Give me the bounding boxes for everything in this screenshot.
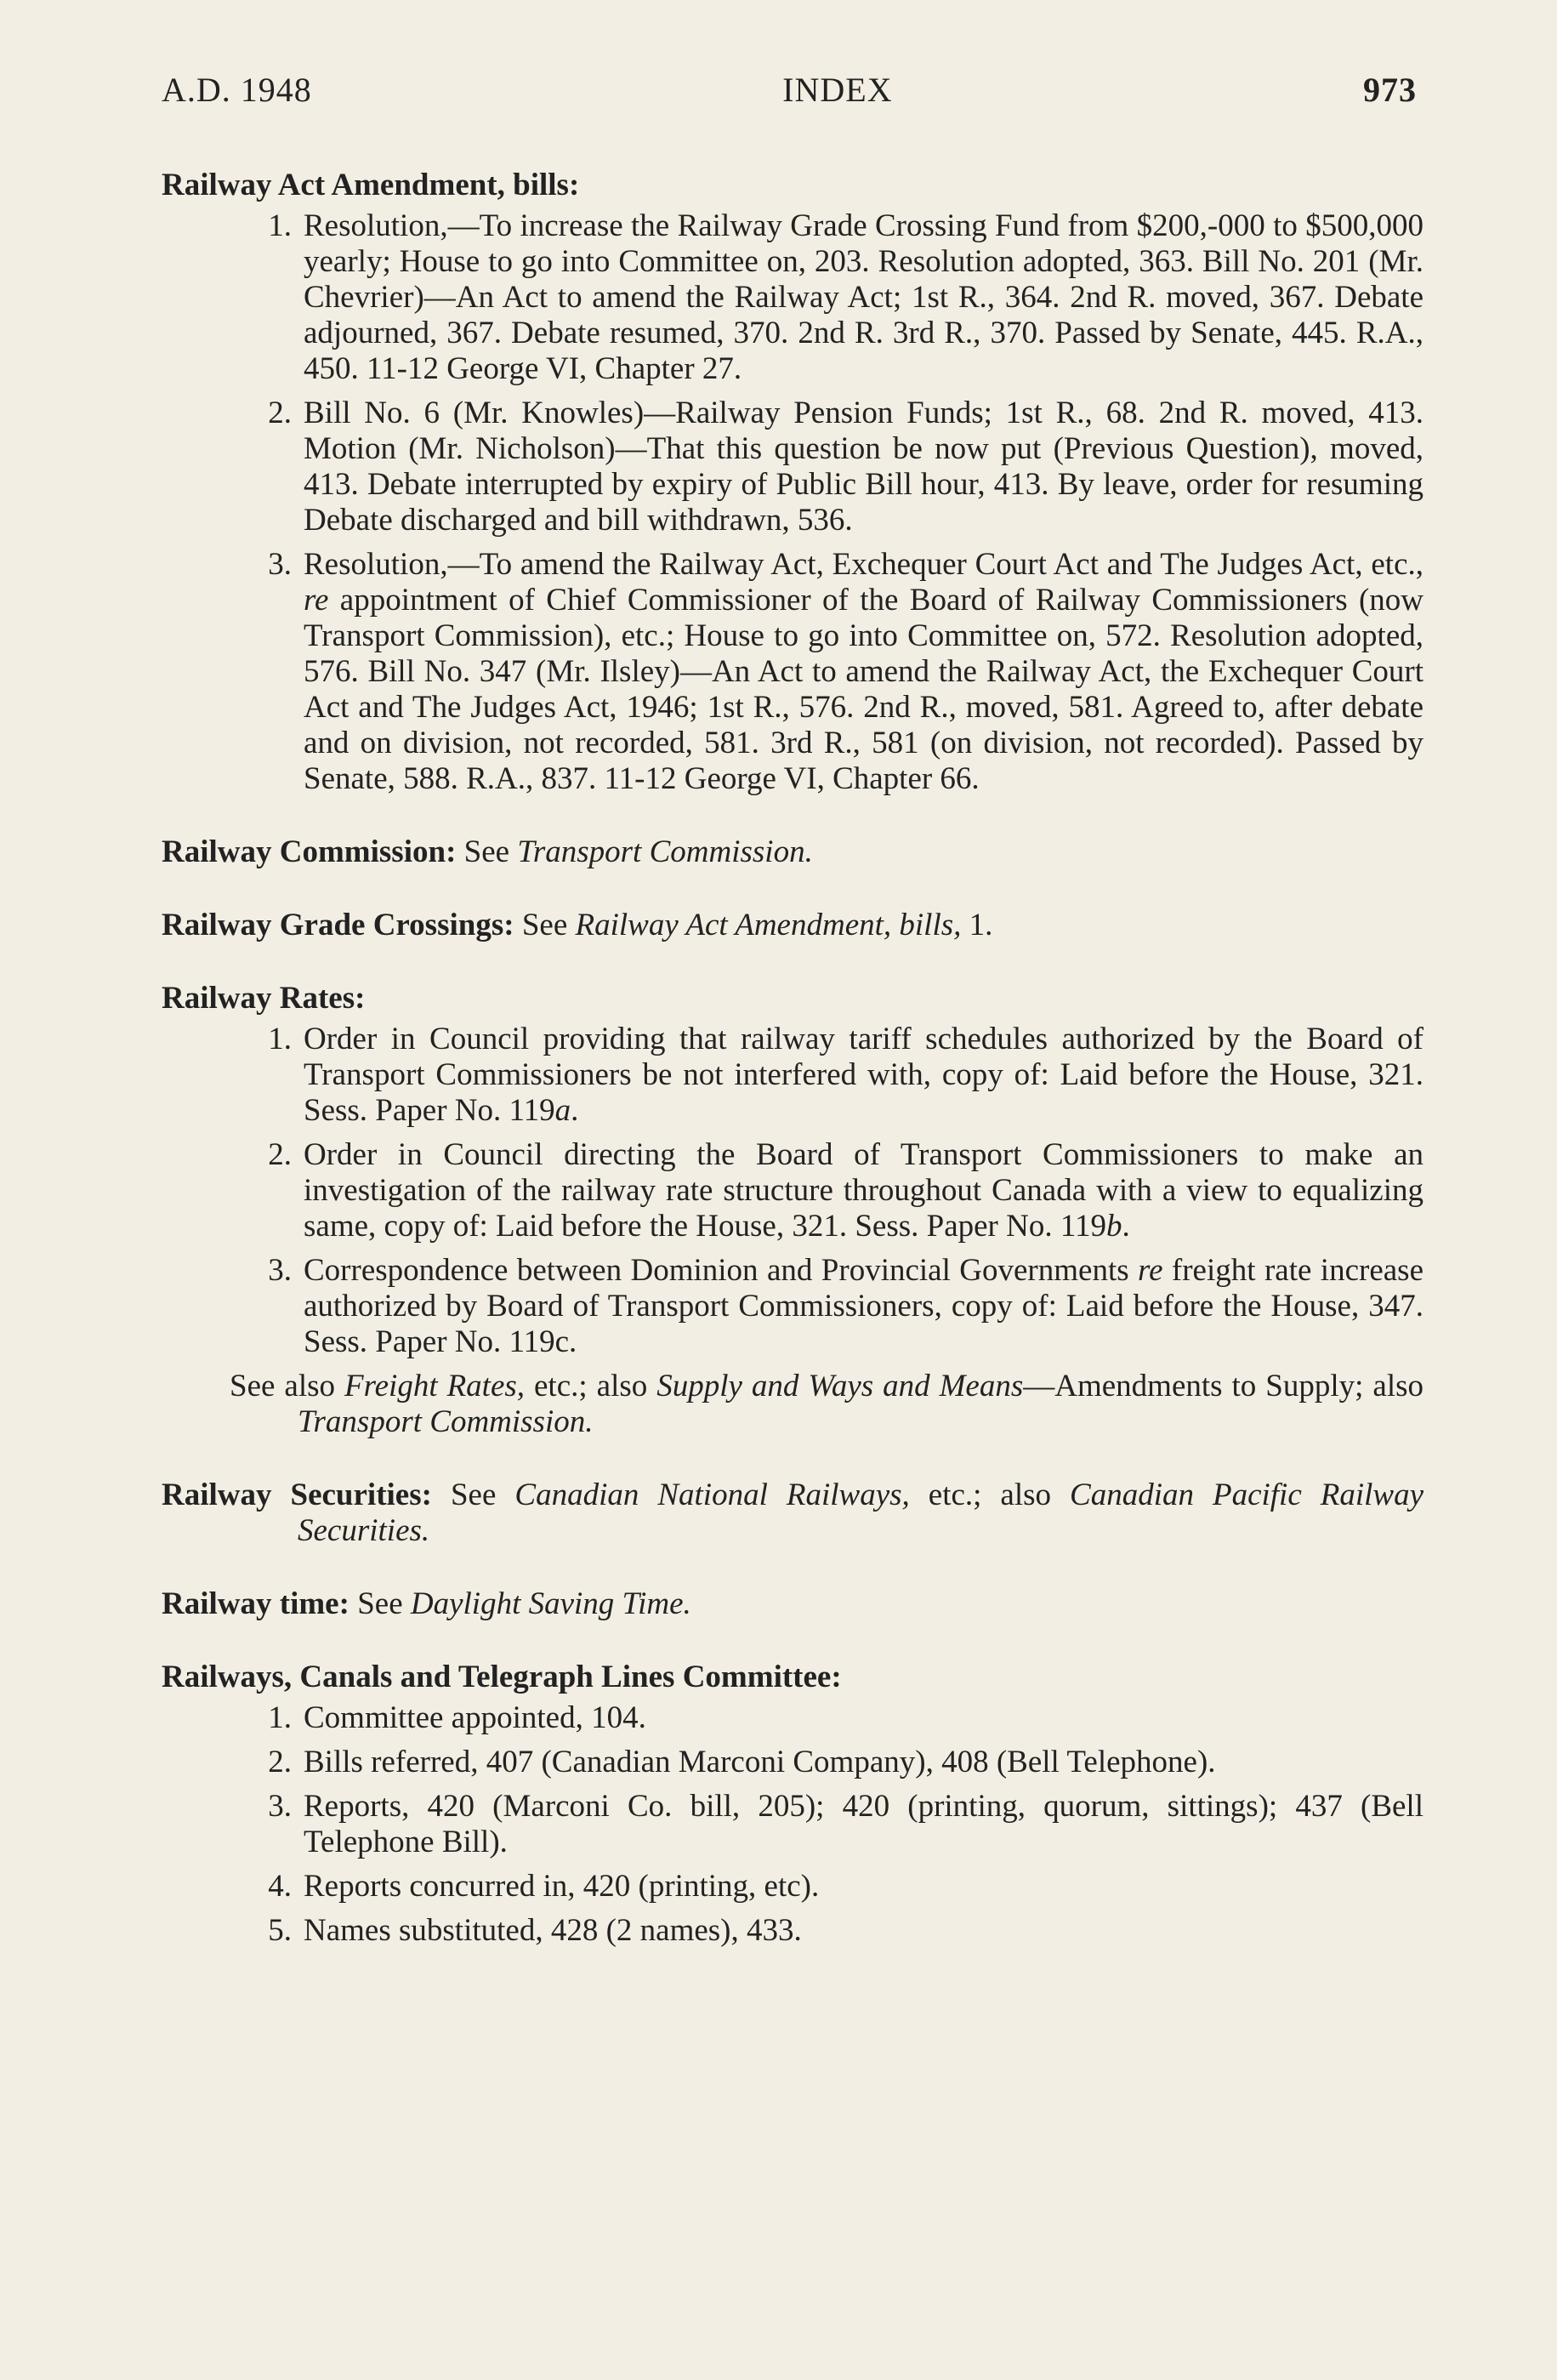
item-text [304,1137,1423,1244]
cross-reference: Canadian Pacific Railway Securities. [298,1478,1424,1548]
item-text-italic: re [1138,1253,1163,1288]
entry-subitems [162,1022,1423,1360]
header-title: INDEX [782,71,893,109]
cross-reference: Daylight Saving Time. [410,1586,691,1621]
item-text: Bill No. 6 (Mr. Knowles)—Railway Pension Funds; 1st R., 68. 2nd R. moved, 413. Motion (Mr. Nicholson)—That this question be now put (Previous Question), moved, 413. Debate interrupted by expiry of Public Bill hour, 413. By leave, order for resuming Debate discharged and bill withdrawn, 536. [304,396,1423,538]
entry-heading-line [162,834,1423,870]
item-text: Reports, 420 (Marconi Co. bill, 205); 420 (printing, quorum, sittings); 437 (Bell Telephone Bill). [304,1789,1423,1859]
list-item [162,396,1423,538]
item-number: 5. [268,1913,292,1948]
item-number: 3. [268,547,292,582]
item-text-italic: re [304,583,329,618]
see-word: See [463,834,510,869]
entry-heading-line [162,1660,1423,1695]
entry-heading-line [162,908,1423,943]
item-text-part: Order in Council directing the Board of Transport Commissioners to make an investigation of the railway rate structure throughout Canada with a view to equalizing same, copy of: Laid before the House, 321. Sess. Paper No. 119 [304,1137,1423,1244]
index-entry-railway-commission [162,834,1423,870]
cross-reference: Transport Commission. [517,834,813,869]
entry-subitems [162,208,1423,797]
entry-heading: Railways, Canals and Telegraph Lines Committee [162,1660,832,1694]
item-text-part: Order in Council providing that railway tariff schedules authorized by the Board of Transport Commissioners be not interfered with, copy of: Laid before the House, 321. Sess. Paper No. 119 [304,1022,1423,1128]
item-text: Reports concurred in, 420 (printing, etc). [304,1869,820,1904]
index-entry-railway-securities [162,1478,1423,1549]
item-text-part: . [571,1093,579,1128]
see-word: See [450,1478,497,1512]
page-number: 973 [1362,71,1417,109]
entry-subitems [162,1700,1423,1949]
list-item [162,1137,1423,1244]
entry-heading-line [162,1586,1423,1622]
heading-colon: : [503,908,514,942]
list-item [162,1700,1423,1736]
entry-heading: Railway Grade Crossings [162,908,504,942]
item-text-part: freight rate increase authorized by Board of Transport Commissioners, copy of: Laid before the House, 347. Sess. Paper No. 119c. [304,1253,1423,1359]
index-entry-railway-act-amendment [162,168,1423,797]
item-text-part: appointment of Chief Commissioner of the Board of Railway Commissioners (now Transport Commission), etc.; House to go into Committee on, 572. Resolution adopted, 576. Bill No. 347 (Mr. Ilsley)—An Act to amend the Railway Act, the Exchequer Court Act and The Judges Act, 1946; 1st R., 576. 2nd R., moved, 581. Agreed to, after debate and on division, not recorded, 581. 3rd R., 581 (on division, not recorded). Passed by Senate, 588. R.A., 837. 11-12 George VI, Chapter 66. [304,583,1423,796]
see-also-line [162,1369,1423,1440]
entry-heading-line [162,981,1423,1016]
entry-heading: Railway Act Amendment, bills [162,168,569,202]
see-word: See [357,1586,403,1621]
list-item [162,1022,1423,1129]
see-also-ref: Supply and Ways and Means [656,1369,1024,1404]
list-item [162,1745,1423,1780]
index-entry-railways-canals-telegraph-committee [162,1660,1423,1949]
heading-colon: : [446,834,457,869]
item-text [304,1022,1423,1129]
item-number: 2. [268,1137,292,1172]
heading-colon: : [421,1478,432,1512]
entry-heading: Railway time [162,1586,339,1621]
item-number: 3. [268,1789,292,1824]
cross-reference-mid: etc.; also [928,1478,1052,1512]
list-item [162,1253,1423,1360]
index-entry-railway-time [162,1586,1423,1622]
cross-reference-tail: 1. [969,908,993,942]
list-item [162,1913,1423,1949]
item-number: 1. [268,208,292,243]
item-number: 4. [268,1869,292,1904]
item-text [304,1253,1423,1360]
item-text-part: . [1122,1209,1130,1244]
entry-heading: Railway Securities [162,1478,422,1512]
item-number: 1. [268,1700,292,1735]
entry-heading-line [162,1478,1423,1549]
item-text: Resolution,—To increase the Railway Grade Crossing Fund from $200,-000 to $500,000 yearly; House to go into Committee on, 203. Resolution adopted, 363. Bill No. 201 (Mr. Chevrier)—An Act to amend the Railway Act; 1st R., 364. 2nd R. moved, 367. Debate adjourned, 367. Debate resumed, 370. 2nd R. 3rd R., 370. Passed by Senate, 445. R.A., 450. 11-12 George VI, Chapter 27. [304,208,1423,386]
item-text [304,547,1423,797]
entry-heading: Railway Rates [162,981,355,1016]
entry-heading-line [162,168,1423,203]
list-item [162,547,1423,797]
item-text-part: Resolution,—To amend the Railway Act, Exchequer Court Act and The Judges Act, etc., [304,547,1423,582]
heading-colon: : [338,1586,349,1621]
item-number: 2. [268,1745,292,1779]
see-also-text: etc.; also [525,1369,657,1404]
list-item [162,1789,1423,1860]
item-text: Names substituted, 428 (2 names), 433. [304,1913,802,1948]
see-also-ref: Transport Commission. [298,1404,594,1439]
item-text: Bills referred, 407 (Canadian Marconi Company), 408 (Bell Telephone). [304,1745,1216,1779]
list-item [162,208,1423,387]
entry-heading: Railway Commission [162,834,446,869]
cross-reference: Railway Act Amendment, bills, [575,908,962,942]
item-text-italic: b [1105,1209,1122,1244]
heading-colon: : [355,981,366,1016]
item-number: 3. [268,1253,292,1288]
cross-reference: Canadian National Railways, [514,1478,910,1512]
index-entry-railway-grade-crossings [162,908,1423,943]
item-text-part: Correspondence between Dominion and Provincial Governments [304,1253,1139,1288]
see-also-text: —Amendments to Supply; also [1023,1369,1424,1404]
item-number: 1. [268,1022,292,1056]
see-also-text: See also [230,1369,344,1404]
see-also-ref: Freight Rates, [344,1369,526,1404]
header-year: A.D. 1948 [162,71,312,109]
heading-colon: : [568,168,580,202]
heading-colon: : [831,1660,842,1694]
index-entry-railway-rates [162,981,1423,1440]
item-text: Committee appointed, 104. [304,1700,646,1735]
item-number: 2. [268,396,292,430]
list-item [162,1869,1423,1905]
item-text-italic: a [554,1093,571,1128]
see-word: See [521,908,568,942]
page-header [162,70,1423,110]
